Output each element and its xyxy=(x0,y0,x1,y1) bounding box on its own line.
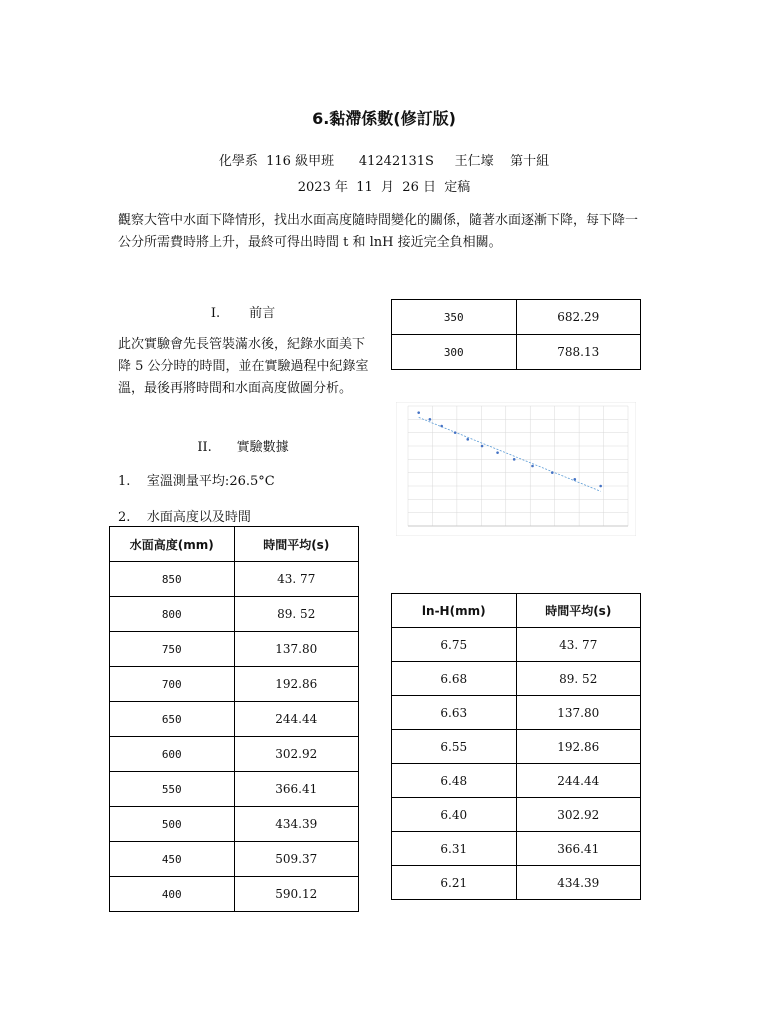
table-row xyxy=(392,764,641,798)
time-cell: 89. 52 xyxy=(234,597,359,632)
time-cell: 244.44 xyxy=(234,702,359,737)
time-cell: 302.92 xyxy=(234,737,359,772)
table-row xyxy=(392,798,641,832)
time-cell: 192.86 xyxy=(516,730,641,764)
time-cell: 137.80 xyxy=(516,696,641,730)
data-point xyxy=(440,425,443,428)
room-temperature-item: 1. 室溫測量平均:26.5°C xyxy=(118,474,275,489)
table-row xyxy=(392,730,641,764)
column-header-time: 時間平均(s) xyxy=(234,527,359,562)
time-cell: 192.86 xyxy=(234,667,359,702)
column-header-time: 時間平均(s) xyxy=(516,594,641,628)
chart-canvas xyxy=(396,402,636,536)
table-row xyxy=(110,562,359,597)
data-point xyxy=(481,445,484,448)
time-cell: 137.80 xyxy=(234,632,359,667)
height-cell: 550 xyxy=(110,772,235,807)
date-line: 2023 年 11 月 26 日 定稿 xyxy=(297,180,471,195)
table-row xyxy=(110,807,359,842)
author-line: 化學系 116 級甲班 41242131S 王仁壕 第十組 xyxy=(218,154,550,169)
table-row xyxy=(110,737,359,772)
height-vs-time-chart xyxy=(396,402,636,536)
ln-height-cell: 6.48 xyxy=(392,764,517,798)
data-point xyxy=(513,458,516,461)
data-point xyxy=(454,431,457,434)
column-header-ln-height: ln-H(mm) xyxy=(392,594,517,628)
chart-frame xyxy=(396,402,636,536)
table-row xyxy=(392,628,641,662)
time-cell: 788.13 xyxy=(516,335,641,370)
height-time-table xyxy=(109,526,359,912)
table-row xyxy=(392,866,641,900)
height-cell: 850 xyxy=(110,562,235,597)
time-cell: 434.39 xyxy=(516,866,641,900)
time-cell: 43. 77 xyxy=(234,562,359,597)
table-row xyxy=(110,702,359,737)
table-row xyxy=(110,772,359,807)
table-row xyxy=(110,667,359,702)
height-cell: 450 xyxy=(110,842,235,877)
table-row xyxy=(110,842,359,877)
ln-height-cell: 6.68 xyxy=(392,662,517,696)
abstract-paragraph: 觀察大管中水面下降情形，找出水面高度隨時間變化的關係，隨著水面逐漸下降，每下降一公分所需費時將上升，最終可得出時間 t 和 lnH 接近完全負相關。 xyxy=(118,213,639,250)
table-row xyxy=(392,662,641,696)
time-cell: 509.37 xyxy=(234,842,359,877)
time-cell: 366.41 xyxy=(234,772,359,807)
data-point xyxy=(599,485,602,488)
data-heading: II. 實驗數據 xyxy=(197,440,289,455)
ln-height-cell: 6.21 xyxy=(392,866,517,900)
ln-height-cell: 6.40 xyxy=(392,798,517,832)
height-cell: 300 xyxy=(392,335,517,370)
table-row xyxy=(110,597,359,632)
ln-height-cell: 6.31 xyxy=(392,832,517,866)
time-cell: 89. 52 xyxy=(516,662,641,696)
table-row xyxy=(110,632,359,667)
height-cell: 800 xyxy=(110,597,235,632)
ln-height-cell: 6.63 xyxy=(392,696,517,730)
data-point xyxy=(531,465,534,468)
data-point xyxy=(551,471,554,474)
height-cell: 600 xyxy=(110,737,235,772)
column-header-height: 水面高度(mm) xyxy=(110,527,235,562)
table-row xyxy=(392,696,641,730)
time-cell: 590.12 xyxy=(234,877,359,912)
ln-height-time-table xyxy=(391,593,641,900)
data-point xyxy=(496,451,499,454)
height-cell: 500 xyxy=(110,807,235,842)
height-cell: 400 xyxy=(110,877,235,912)
time-cell: 682.29 xyxy=(516,300,641,335)
continued-data-table xyxy=(391,299,641,370)
time-cell: 43. 77 xyxy=(516,628,641,662)
intro-paragraph: 此次實驗會先長管裝滿水後，紀錄水面美下降 5 公分時的時間，並在實驗過程中紀錄室溫，最後再將時間和水面高度做圖分析。 xyxy=(118,337,369,396)
intro-heading: I. 前言 xyxy=(210,306,276,321)
time-cell: 244.44 xyxy=(516,764,641,798)
table-row xyxy=(392,832,641,866)
data-point xyxy=(429,418,432,421)
time-cell: 434.39 xyxy=(234,807,359,842)
ln-height-cell: 6.55 xyxy=(392,730,517,764)
height-cell: 750 xyxy=(110,632,235,667)
page-title: 6.黏滯係數(修訂版) xyxy=(312,109,456,128)
height-time-item: 2. 水面高度以及時間 xyxy=(118,510,251,525)
time-cell: 366.41 xyxy=(516,832,641,866)
table-row xyxy=(392,335,641,370)
data-point xyxy=(417,411,420,414)
data-point xyxy=(573,478,576,481)
height-cell: 350 xyxy=(392,300,517,335)
table-row xyxy=(110,877,359,912)
table-header-row xyxy=(110,527,359,562)
height-cell: 650 xyxy=(110,702,235,737)
table-header-row xyxy=(392,594,641,628)
data-point xyxy=(466,438,469,441)
height-cell: 700 xyxy=(110,667,235,702)
table-row xyxy=(392,300,641,335)
ln-height-cell: 6.75 xyxy=(392,628,517,662)
time-cell: 302.92 xyxy=(516,798,641,832)
